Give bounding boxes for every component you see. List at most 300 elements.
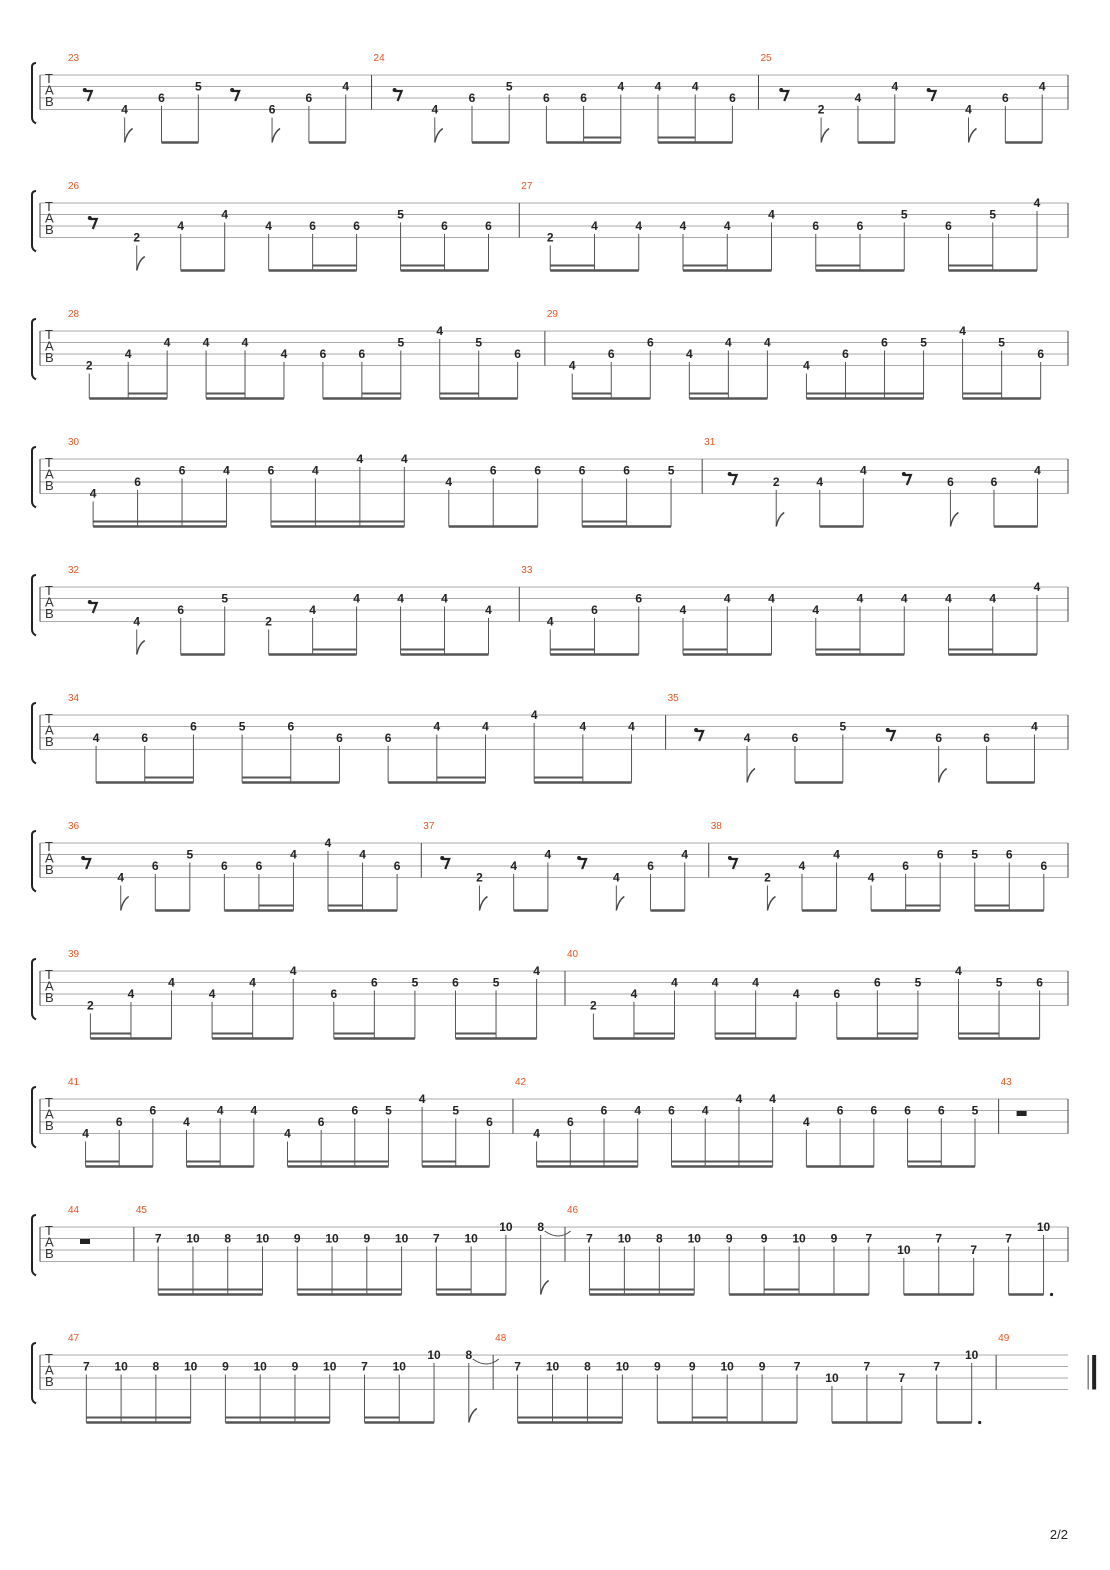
system-bracket [32,959,36,1020]
fret-number: 5 [411,975,419,990]
fret-number: 5 [995,975,1003,990]
staff-system [32,1333,1096,1424]
fret-number: 6 [833,987,841,1001]
fret-number: 10 [255,1231,270,1246]
fret-number: 6 [319,347,327,361]
final-barline [1092,1355,1096,1390]
fret-number: 7 [433,1231,440,1246]
eighth-rest-dot [927,88,931,92]
fret-number: 8 [655,1231,663,1246]
fret-number: 6 [591,603,598,617]
measure-number: 36 [68,821,80,832]
fret-number: 6 [309,219,316,233]
fret-number: 4 [533,1126,540,1141]
tab-clef-letter: B [45,222,54,237]
note-flag [969,129,977,143]
fret-number: 6 [870,1103,878,1118]
staff-system [32,693,1068,783]
measure-number: 40 [567,949,579,960]
fret-number: 5 [920,335,927,350]
fret-number: 4 [833,847,840,862]
fret-number: 4 [752,975,759,990]
fret-number: 4 [628,719,635,734]
measure-number: 26 [68,181,80,192]
fret-number: 7 [898,1371,906,1385]
measure-number: 42 [514,1077,527,1088]
fret-number: 10 [253,1359,267,1374]
fret-number: 4 [546,614,554,629]
fret-number: 9 [760,1231,768,1246]
fret-number: 6 [646,335,654,350]
fret-number: 6 [489,463,497,478]
whole-rest [80,1239,90,1244]
system-bracket [32,319,36,380]
measure-number: 30 [68,437,80,448]
system-bracket [32,831,36,892]
fret-number: 5 [989,207,997,222]
measure-number: 39 [68,949,80,960]
fret-number: 4 [533,964,540,978]
fret-number: 6 [115,1115,123,1129]
eighth-rest [781,91,788,101]
fret-number: 10 [499,1220,513,1234]
fret-number: 4 [342,79,350,94]
fret-number: 6 [904,1103,911,1118]
fret-number: 10 [464,1231,478,1246]
tab-clef-letter: A [45,978,54,994]
fret-number: 4 [163,335,171,350]
fret-number: 6 [177,603,185,617]
staff-system [32,309,1068,399]
measure-number: 38 [710,821,722,832]
eighth-rest-dot [886,728,890,732]
fret-number: 10 [183,1359,198,1374]
fret-number: 4 [216,1103,224,1118]
tab-clef-letter: T [45,967,53,982]
fret-number: 2 [265,614,272,629]
fret-number: 4 [856,591,864,606]
fret-number: 4 [359,847,366,862]
fret-number: 5 [475,335,483,350]
fret-number: 5 [667,463,675,478]
fret-number: 4 [289,964,297,978]
fret-number: 6 [600,1103,608,1118]
eighth-rest-dot [440,856,444,860]
measure-number: 33 [521,565,533,576]
fret-number: 4 [1033,580,1041,594]
fret-number: 6 [1036,975,1043,990]
fret-number: 4 [121,102,128,117]
eighth-rest [888,731,895,741]
fret-number: 2 [546,230,554,245]
fret-number: 4 [221,207,229,222]
eighth-rest [904,475,911,485]
eighth-rest [696,731,703,741]
eighth-rest [90,219,97,229]
fret-number: 2 [87,998,94,1013]
fret-number: 2 [772,475,780,489]
fret-number: 9 [758,1359,766,1374]
fret-number: 4 [955,964,962,978]
fret-number: 4 [241,335,249,350]
staff-system [32,53,1068,143]
system-bracket [32,1087,36,1148]
fret-number: 4 [117,870,125,885]
fret-number: 6 [936,847,944,862]
tab-clef-letter: B [45,862,54,877]
fret-number: 4 [965,102,972,117]
eighth-rest-dot [728,472,732,476]
fret-number: 6 [158,91,165,105]
fret-number: 4 [202,335,210,350]
fret-number: 6 [935,731,943,745]
measure-number: 24 [373,53,385,64]
note-flag [125,129,133,143]
fret-number: 4 [945,591,952,606]
fret-number: 6 [983,731,990,745]
page-number: 2/2 [1049,1527,1068,1542]
tab-clef-letter: A [45,1234,54,1250]
eighth-rest [83,859,90,869]
note-flag [541,1281,549,1295]
fret-number: 4 [1031,719,1038,734]
fret-number: 6 [947,475,954,489]
note-flag [950,513,958,527]
fret-number: 6 [623,463,630,478]
fret-number: 2 [764,870,771,885]
fret-number: 6 [635,591,643,606]
fret-number: 5 [385,1103,392,1118]
tab-clef-letter: A [45,722,54,738]
staff-system [32,181,1068,271]
fret-number: 7 [361,1359,368,1374]
fret-number: 5 [971,847,979,862]
fret-number: 6 [836,1103,844,1118]
fret-number: 9 [291,1359,299,1374]
fret-number: 4 [290,847,297,862]
system-bracket [32,63,36,124]
fret-number: 5 [998,335,1005,350]
fret-number: 7 [793,1359,801,1374]
fret-number: 4 [485,603,492,617]
fret-number: 6 [607,347,615,361]
fret-number: 4 [867,870,875,885]
fret-number: 2 [590,998,597,1013]
fret-number: 6 [190,719,197,734]
eighth-rest-dot [902,472,906,476]
tie-arc [545,1231,571,1236]
fret-number: 4 [723,591,731,606]
fret-number: 10 [325,1231,339,1246]
tab-clef-letter: B [45,478,54,493]
measure-number: 37 [423,821,435,832]
system-bracket [32,191,36,252]
fret-number: 6 [647,859,654,873]
note-flag [137,641,145,655]
fret-number: 6 [842,347,849,361]
note-flag [469,1409,477,1423]
fret-number: 4 [124,347,132,361]
note-flag [939,769,947,783]
note-flag [767,897,775,911]
fret-number: 6 [543,91,550,105]
tab-clef-letter: T [45,839,53,854]
fret-number: 9 [830,1231,838,1246]
fret-number: 10 [792,1231,806,1246]
tab-clef-letter: T [45,583,53,598]
eighth-rest-dot [728,856,732,860]
fret-number: 6 [268,102,276,117]
fret-number: 4 [510,859,518,873]
fret-number: 4 [635,219,643,233]
fret-number: 8 [224,1231,232,1246]
fret-number: 4 [816,475,824,489]
tab-clef-letter: B [45,1118,54,1133]
eighth-rest-dot [81,856,85,860]
fret-number: 10 [114,1359,128,1374]
fret-number: 7 [586,1231,593,1246]
fret-number: 2 [133,230,141,245]
fret-number: 9 [653,1359,661,1374]
tab-clef-letter: T [45,1095,53,1110]
fret-number: 6 [791,731,799,745]
fret-number: 4 [353,591,360,606]
fret-number: 10 [394,1231,409,1246]
fret-number: 4 [568,358,576,373]
fret-number: 7 [970,1243,978,1257]
fret-number: 6 [514,347,521,361]
measure-number: 48 [495,1333,507,1344]
fret-number: 4 [445,475,453,489]
fret-number: 6 [287,719,295,734]
fret-number: 6 [486,1115,493,1129]
fret-number: 10 [825,1371,839,1385]
fret-number: 6 [468,91,476,105]
fret-number: 4 [1038,79,1046,94]
eighth-rest [85,91,92,101]
fret-number: 4 [250,1103,258,1118]
fret-number: 4 [671,975,678,990]
fret-number: 4 [701,1103,709,1118]
fret-number: 4 [792,987,800,1001]
tab-clef-letter: B [45,94,54,109]
fret-number: 4 [544,847,552,862]
eighth-rest-dot [577,856,581,860]
system-bracket [32,575,36,636]
fret-number: 4 [280,347,288,361]
fret-number: 4 [723,219,731,233]
fret-number: 7 [514,1359,521,1374]
fret-number: 10 [897,1243,911,1257]
fret-number: 4 [397,591,404,606]
fret-number: 4 [803,358,810,373]
fret-number: 4 [579,719,587,734]
fret-number: 6 [485,219,492,233]
tab-clef-letter: T [45,199,53,214]
fret-number: 4 [735,1092,743,1106]
fret-number: 5 [186,847,194,862]
eighth-rest [90,603,97,613]
fret-number: 6 [178,463,186,478]
fret-number: 4 [284,1126,291,1141]
measure-number: 29 [546,309,559,320]
eighth-rest [929,91,936,101]
fret-number: 6 [441,219,448,233]
fret-number: 5 [900,207,908,222]
fret-number: 5 [397,207,404,222]
note-flag [479,897,487,911]
fret-number: 6 [452,975,459,990]
fret-number: 4 [223,463,230,478]
fret-number: 6 [937,1103,945,1118]
eighth-rest-dot [88,600,92,604]
fret-number: 6 [1002,91,1009,105]
fret-number: 6 [255,859,263,873]
fret-number: 8 [537,1220,545,1234]
tab-clef-letter: A [45,210,54,226]
measure-number: 35 [667,693,679,704]
fret-number: 6 [534,463,542,478]
fret-number: 6 [221,859,228,873]
measure-number: 43 [1000,1077,1012,1088]
fret-number: 7 [865,1231,873,1246]
fret-number: 4 [743,731,751,745]
fret-number: 6 [812,219,820,233]
fret-number: 6 [668,1103,675,1118]
fret-number: 6 [945,219,952,233]
fret-number: 4 [312,463,319,478]
tab-clef-letter: T [45,327,53,342]
fret-number: 4 [433,719,441,734]
fret-number: 7 [1005,1231,1012,1246]
tab-clef-letter: T [45,711,53,726]
fret-number: 6 [336,731,343,745]
fret-number: 6 [151,859,159,873]
fret-number: 5 [238,719,246,734]
measure-number: 31 [704,437,716,448]
eighth-rest [730,475,737,485]
fret-number: 9 [222,1359,229,1374]
fret-number: 4 [1033,196,1041,210]
staff-system [32,1205,1068,1296]
fret-number: 4 [177,219,185,233]
fret-number: 4 [891,79,899,94]
fret-number: 4 [436,324,444,338]
fret-number: 4 [681,847,689,862]
fret-number: 6 [990,475,998,489]
fret-number: 6 [149,1103,157,1118]
measure-number: 46 [567,1205,579,1216]
tab-clef-letter: T [45,71,53,86]
fret-number: 9 [688,1359,696,1374]
measure-number: 44 [68,1205,80,1216]
fret-number: 10 [687,1231,701,1246]
fret-number: 5 [221,591,229,606]
note-flag [272,129,280,143]
staff-system [32,1077,1068,1167]
note-flag [121,897,129,911]
fret-number: 10 [392,1359,406,1374]
fret-number: 6 [317,1115,325,1129]
fret-number: 4 [711,975,719,990]
tab-clef-letter: A [45,850,54,866]
fret-number: 6 [353,219,360,233]
fret-number: 6 [902,859,909,873]
note-flag [137,257,145,271]
measure-number: 34 [68,693,80,704]
fret-number: 4 [900,591,908,606]
staff-system [32,565,1068,655]
system-bracket [32,1215,36,1276]
note-flag [435,129,443,143]
fret-number: 4 [92,731,100,745]
dot [978,1421,981,1424]
fret-number: 5 [839,719,847,734]
fret-number: 4 [812,603,820,617]
tab-clef-letter: B [45,606,54,621]
fret-number: 10 [427,1348,441,1362]
fret-number: 7 [933,1359,941,1374]
fret-number: 4 [859,463,867,478]
fret-number: 4 [679,219,687,233]
fret-number: 8 [152,1359,160,1374]
tab-clef-letter: A [45,1362,54,1378]
fret-number: 4 [634,1103,642,1118]
eighth-rest-dot [779,88,783,92]
fret-number: 10 [323,1359,337,1374]
fret-number: 4 [725,335,732,350]
fret-number: 6 [1005,847,1013,862]
fret-number: 7 [935,1231,943,1246]
note-flag [747,769,755,783]
fret-number: 6 [267,463,275,478]
fret-number: 5 [397,335,405,350]
note-flag [616,897,624,911]
dot [1050,1293,1053,1296]
fret-number: 4 [798,859,806,873]
fret-number: 4 [400,452,408,466]
staff-system [32,821,1068,911]
fret-number: 6 [729,91,736,105]
staff-system [32,437,1068,527]
eighth-rest-dot [393,88,397,92]
fret-number: 10 [545,1359,560,1374]
measure-number: 49 [998,1333,1010,1344]
fret-number: 10 [1036,1220,1051,1234]
fret-number: 2 [817,102,825,117]
note-flag [821,129,829,143]
whole-rest [1017,1111,1027,1116]
tab-clef-letter: A [45,466,54,482]
fret-number: 9 [293,1231,301,1246]
fret-number: 5 [492,975,500,990]
fret-number: 6 [371,975,378,990]
fret-number: 5 [505,79,513,94]
tab-clef-letter: A [45,1106,54,1122]
measure-number: 25 [760,53,772,64]
measure-number: 47 [68,1333,80,1344]
fret-number: 6 [580,91,587,105]
fret-number: 4 [82,1126,89,1141]
measure-number: 32 [68,565,80,576]
measure-number: 23 [68,53,80,64]
fret-number: 4 [133,614,141,629]
tab-clef-letter: B [45,990,54,1005]
fret-number: 4 [630,987,638,1001]
eighth-rest-dot [230,88,234,92]
fret-number: 6 [1037,347,1045,361]
tab-clef-letter: A [45,82,54,98]
